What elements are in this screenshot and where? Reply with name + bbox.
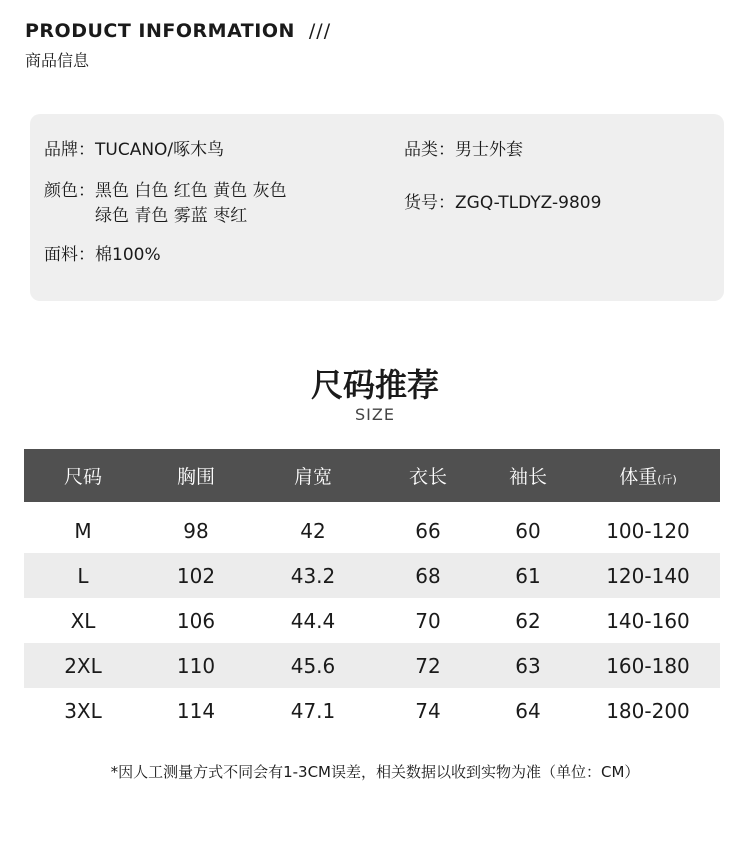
table-row — [24, 553, 720, 598]
header-length: 衣长 — [408, 466, 447, 488]
cell-shoulder: 43.2 — [290, 563, 336, 588]
measurement-footnote: *因人工测量方式不同会有1-3CM误差，相关数据以收到实物为准（单位：CM） — [110, 763, 640, 781]
color-values — [95, 179, 287, 229]
item-number-field — [404, 191, 601, 216]
table-row — [24, 643, 720, 688]
cell-weight: 180-200 — [606, 698, 690, 723]
cell-chest: 114 — [176, 698, 216, 723]
brand-value: TUCANO/啄木鸟 — [95, 140, 225, 160]
cell-sleeve: 61 — [515, 563, 541, 588]
fabric-value: 棉100% — [95, 245, 161, 265]
cell-shoulder: 45.6 — [290, 653, 336, 678]
cell-length: 70 — [415, 608, 441, 633]
header-size: 尺码 — [63, 466, 102, 488]
cell-shoulder: 44.4 — [290, 608, 336, 633]
table-row — [24, 598, 720, 643]
section-header — [25, 20, 331, 71]
cell-weight: 100-120 — [606, 518, 690, 543]
section-title-cn: 商品信息 — [25, 51, 90, 70]
cell-chest: 110 — [176, 653, 216, 678]
category-value: 男士外套 — [455, 140, 523, 160]
cell-sleeve: 62 — [515, 608, 541, 633]
cell-weight: 140-160 — [606, 608, 690, 633]
table-row — [24, 688, 720, 733]
table-row — [24, 508, 720, 553]
cell-length: 74 — [415, 698, 441, 723]
size-section-subtitle: SIZE — [355, 405, 395, 424]
cell-chest: 102 — [176, 563, 216, 588]
brand-label: 品牌： — [44, 140, 95, 160]
cell-size: XL — [70, 608, 96, 633]
cell-chest: 106 — [176, 608, 216, 633]
cell-length: 68 — [415, 563, 441, 588]
table-header-row — [24, 449, 720, 502]
cell-weight: 160-180 — [606, 653, 690, 678]
header-chest: 胸围 — [176, 466, 215, 488]
title-slashes: /// — [308, 20, 332, 42]
fabric-label: 面料： — [44, 245, 95, 265]
size-chart-table — [24, 449, 720, 733]
color-field — [44, 179, 287, 229]
color-line-2: 绿色 青色 雾蓝 枣红 — [95, 206, 248, 226]
category-field — [404, 138, 523, 163]
cell-size: 3XL — [64, 698, 102, 723]
category-label: 品类： — [404, 140, 455, 160]
size-section-title: 尺码推荐 — [310, 366, 439, 404]
header-weight — [576, 462, 720, 489]
section-title-en — [25, 20, 331, 42]
header-sleeve: 袖长 — [508, 466, 547, 488]
item-number-label: 货号： — [404, 193, 455, 213]
cell-size: M — [74, 518, 92, 543]
cell-shoulder: 42 — [300, 518, 326, 543]
cell-sleeve: 64 — [515, 698, 541, 723]
color-line-1: 黑色 白色 红色 黄色 灰色 — [95, 181, 287, 201]
cell-length: 72 — [415, 653, 441, 678]
cell-shoulder: 47.1 — [290, 698, 336, 723]
header-shoulder: 肩宽 — [293, 466, 332, 488]
cell-size: L — [77, 563, 89, 588]
cell-weight: 120-140 — [606, 563, 690, 588]
title-en-text: PRODUCT INFORMATION — [25, 20, 295, 42]
product-info-panel — [30, 114, 724, 301]
header-weight-text: 体重 — [619, 466, 658, 488]
brand-field — [44, 138, 224, 163]
cell-length: 66 — [415, 518, 441, 543]
fabric-field — [44, 243, 161, 268]
cell-sleeve: 60 — [515, 518, 541, 543]
cell-size: 2XL — [64, 653, 102, 678]
color-label: 颜色： — [44, 181, 95, 201]
cell-chest: 98 — [183, 518, 209, 543]
header-weight-unit: (斤) — [657, 473, 677, 486]
cell-sleeve: 63 — [515, 653, 541, 678]
item-number-value: ZGQ-TLDYZ-9809 — [455, 193, 602, 213]
